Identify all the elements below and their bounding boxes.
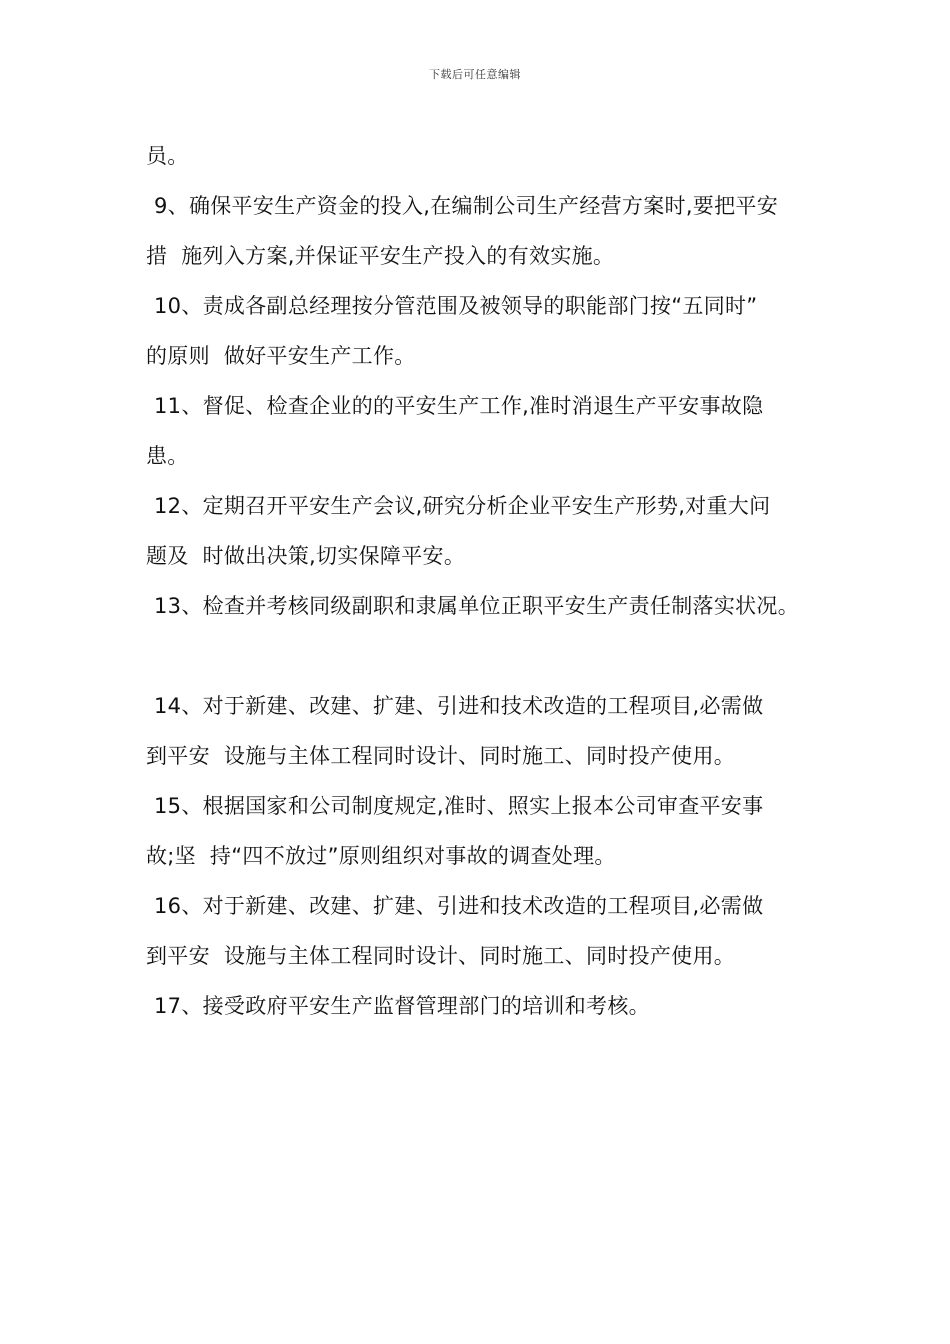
text-line: 的原则 做好平安生产工作。 <box>146 344 416 368</box>
document-body <box>146 131 826 1031</box>
text-line: 故;坚 持“四不放过”原则组织对事故的调查处理。 <box>146 844 616 868</box>
list-item-12: 12、定期召开平安生产会议,研究分析企业平安生产形势,对重大问 <box>154 494 771 518</box>
list-item-13: 13、检查并考核同级副职和隶属单位正职平安生产责任制落实状况。 <box>154 594 800 618</box>
text-line: 措 施列入方案,并保证平安生产投入的有效实施。 <box>146 244 615 268</box>
list-item-10: 10、责成各副总经理按分管范围及被领导的职能部门按“五同时” <box>154 294 758 318</box>
list-item-17: 17、接受政府平安生产监督管理部门的培训和考核。 <box>154 994 650 1018</box>
list-item-14: 14、对于新建、改建、扩建、引进和技术改造的工程项目,必需做 <box>154 694 764 718</box>
list-item-9: 9、确保平安生产资金的投入,在编制公司生产经营方案时,要把平安 <box>154 194 779 218</box>
text-line: 到平安 设施与主体工程同时设计、同时施工、同时投产使用。 <box>146 744 736 768</box>
text-line: 到平安 设施与主体工程同时设计、同时施工、同时投产使用。 <box>146 944 736 968</box>
blank-line <box>146 631 826 681</box>
list-item-11: 11、督促、检查企业的的平安生产工作,准时消退生产平安事故隐 <box>154 394 764 418</box>
text-line: 患。 <box>146 444 189 468</box>
list-item-15: 15、根据国家和公司制度规定,准时、照实上报本公司审查平安事 <box>154 794 764 818</box>
page-header: 下载后可任意编辑 <box>429 68 521 81</box>
text-line: 题及 时做出决策,切实保障平安。 <box>146 544 466 568</box>
text-line: 员。 <box>146 144 189 168</box>
list-item-16: 16、对于新建、改建、扩建、引进和技术改造的工程项目,必需做 <box>154 894 764 918</box>
